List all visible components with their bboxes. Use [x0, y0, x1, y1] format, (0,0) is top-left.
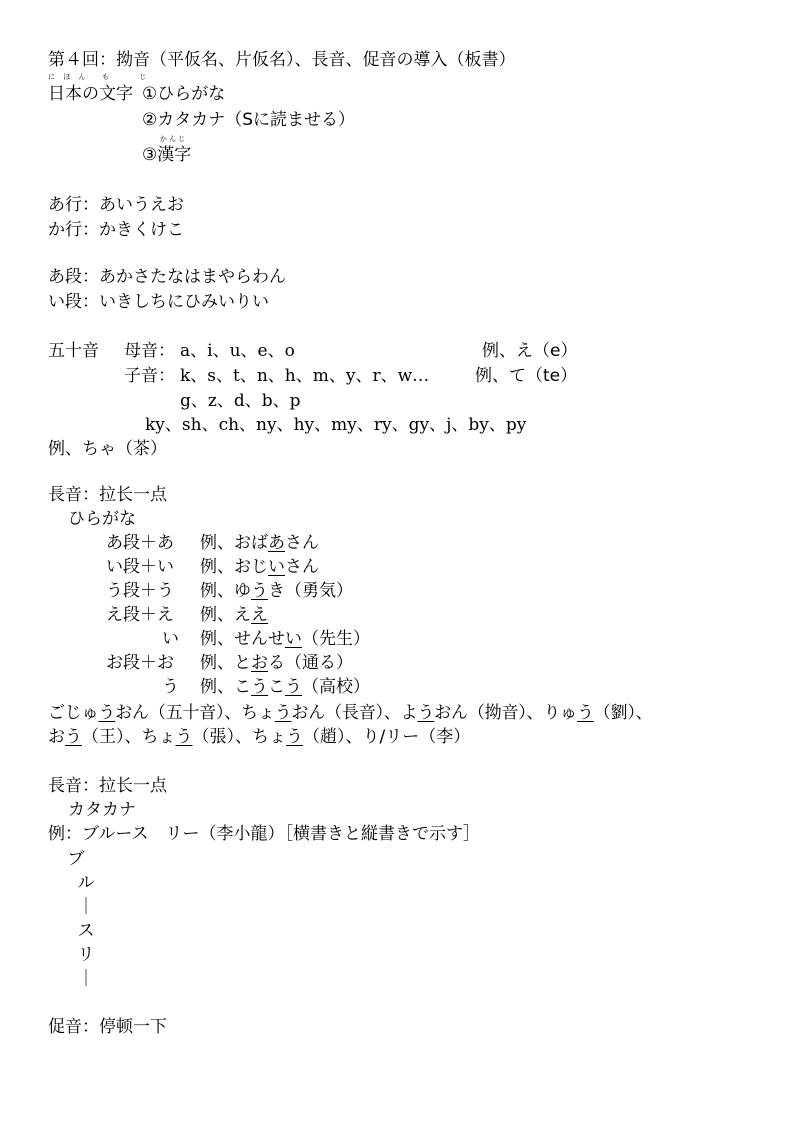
- word-seg-long: う: [286, 727, 303, 747]
- consonants: k、s、t、n、h、m、y、r、w…: [180, 366, 430, 386]
- rule-e-i-example: [200, 629, 370, 649]
- rule-u-example: [200, 581, 353, 601]
- word-seg: （趙）、り/リー（李）: [303, 727, 471, 747]
- rule-u-long-vowel: う: [251, 581, 268, 601]
- rule-u: う段＋う: [106, 581, 174, 601]
- a-row: あ行：あいうえお: [48, 195, 184, 215]
- ruby-moji: も じ: [102, 73, 161, 81]
- word-seg-long: う: [274, 703, 292, 723]
- ruby-kanji: かんじ: [160, 135, 187, 143]
- word-seg: おん（長音）、よ: [291, 703, 418, 723]
- combined-consonants: ky、sh、ch、ny、hy、my、ry、gy、j、by、py: [145, 415, 527, 435]
- vertical-char: リ: [77, 945, 95, 965]
- word-seg-long: う: [417, 703, 435, 723]
- sokuon-heading: 促音：停顿一下: [48, 1017, 167, 1037]
- a-dan: あ段：あかさたなはまやらわん: [48, 267, 286, 287]
- vertical-char: ブ: [67, 849, 85, 869]
- rule-u-post: き（勇気）: [268, 581, 353, 601]
- rule-i-pre: 例、おじ: [200, 557, 268, 577]
- rule-i-long-vowel: い: [268, 557, 285, 577]
- rule-o-long-vowel: お: [251, 653, 268, 673]
- rule-o-u-post: （高校）: [302, 677, 370, 697]
- script-katakana: ②カタカナ（Sに読ませる）: [142, 110, 356, 130]
- vowels: a、i、u、e、o: [180, 341, 295, 361]
- consonant-example: 例、て（te）: [475, 366, 578, 386]
- chouon-katakana-sub: カタカナ: [68, 800, 136, 820]
- rule-o-u-long-vowel: う: [251, 677, 268, 697]
- rule-e: え段＋え: [106, 605, 174, 625]
- i-dan: い段：いきしちにひみいりい: [48, 292, 269, 312]
- rule-o-u-long-vowel-2: う: [285, 677, 302, 697]
- voiced-consonants: g、z、d、b、p: [180, 391, 301, 411]
- rule-e-i-post: （先生）: [302, 629, 370, 649]
- rule-i-example: [200, 557, 319, 577]
- page-title: 第４回：拗音（平仮名、片仮名）、長音、促音の導入（板書）: [48, 50, 516, 70]
- script-hiragana: ①ひらがな: [142, 84, 226, 104]
- rule-e-long-vowel: え: [251, 605, 268, 625]
- rule-a-long-vowel: あ: [268, 533, 285, 553]
- vowels-label: 母音：: [124, 341, 175, 361]
- consonants-label: 子音：: [124, 366, 175, 386]
- rule-a-post: さん: [285, 533, 319, 553]
- rule-e-example: [200, 605, 268, 625]
- rule-o: お段＋お: [106, 653, 174, 673]
- katakana-example: 例：ブルース リー（李小龍）［横書きと縦書きで示す］: [48, 824, 480, 844]
- ruby-nihon: に ほ ん: [48, 73, 89, 81]
- script-kanji: ③漢字: [142, 145, 192, 165]
- rule-a-example: [200, 533, 319, 553]
- vertical-char: ス: [77, 921, 95, 941]
- gojuon-label: 五十音: [48, 341, 99, 361]
- rule-o-u: う: [162, 677, 179, 697]
- youon-example: 例、ちゃ（茶）: [48, 439, 167, 459]
- rule-e-i: い: [162, 629, 179, 649]
- chouon-katakana-heading: 長音：拉长一点: [48, 776, 167, 796]
- rule-e-i-long-vowel: い: [285, 629, 302, 649]
- word-seg-long: う: [98, 703, 116, 723]
- vertical-long-mark: ｜: [77, 969, 95, 989]
- chouon-hiragana-sub: ひらがな: [68, 509, 136, 529]
- vowel-example: 例、え（e）: [482, 341, 578, 361]
- rule-i: い段＋い: [106, 557, 174, 577]
- rule-u-pre: 例、ゆ: [200, 581, 251, 601]
- rule-o-example: [200, 653, 353, 673]
- chouon-heading: 長音：拉长一点: [48, 485, 167, 505]
- word-seg: （劉）、: [593, 703, 653, 723]
- rule-e-i-pre: 例、せんせ: [200, 629, 285, 649]
- word-seg: ごじゅ: [48, 703, 99, 723]
- rule-a-pre: 例、おば: [200, 533, 268, 553]
- vertical-char: ル: [77, 873, 95, 893]
- vertical-long-mark: ｜: [77, 897, 95, 917]
- word-seg: （王）、ちょ: [82, 727, 176, 747]
- word-seg-long: う: [175, 727, 193, 747]
- word-seg: おん（五十音）、ちょ: [115, 703, 275, 723]
- rule-a: あ段＋あ: [106, 533, 174, 553]
- word-seg: おん（拗音）、りゅ: [434, 703, 577, 723]
- word-seg: お: [48, 727, 65, 747]
- ka-row: か行：かきくけこ: [48, 220, 184, 240]
- rule-o-u-mid: こ: [268, 677, 285, 697]
- word-seg-long: う: [65, 727, 82, 747]
- rule-i-post: さん: [285, 557, 319, 577]
- rule-o-pre: 例、と: [200, 653, 251, 673]
- rule-o-post: る（通る）: [268, 653, 353, 673]
- rule-e-pre: 例、え: [200, 605, 251, 625]
- word-seg-long: う: [576, 703, 594, 723]
- word-seg: （張）、ちょ: [192, 727, 286, 747]
- chouon-words-line-2: [48, 727, 470, 747]
- chouon-words-line-1: [48, 703, 652, 723]
- script-types-label: 日本の文字: [48, 84, 133, 104]
- rule-o-u-example: [200, 677, 370, 697]
- rule-o-u-pre: 例、こ: [200, 677, 251, 697]
